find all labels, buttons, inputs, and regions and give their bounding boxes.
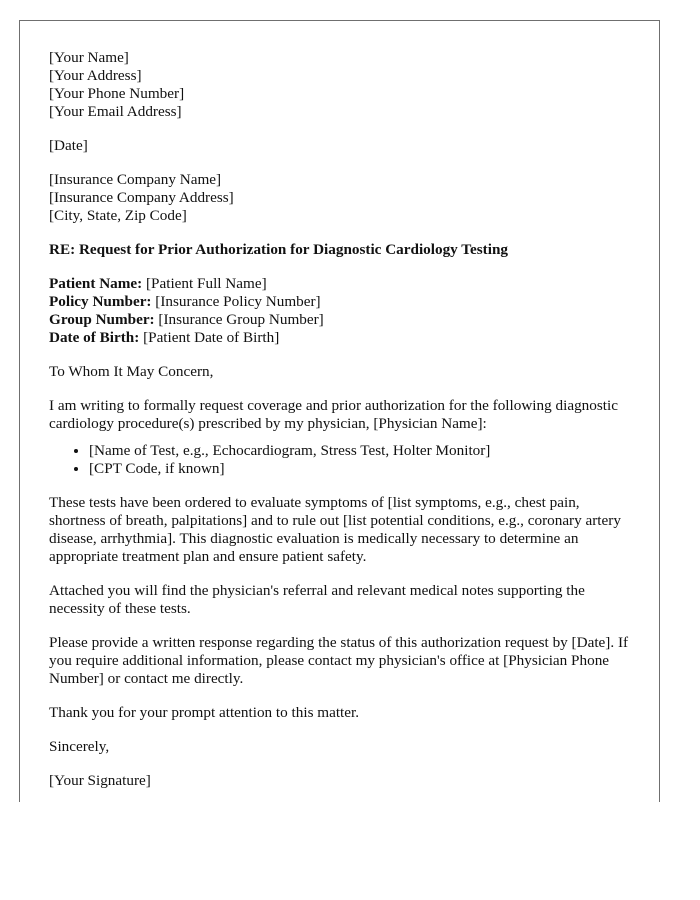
signature: [Your Signature] bbox=[49, 772, 151, 789]
patient-name-value: [Patient Full Name] bbox=[146, 275, 267, 292]
policy-number-row bbox=[49, 293, 635, 311]
recipient-address: [Insurance Company Address] bbox=[49, 189, 234, 206]
closing: Sincerely, bbox=[49, 738, 110, 755]
policy-number-label: Policy Number: bbox=[49, 293, 152, 310]
subject-line: RE: Request for Prior Authorization for Diagnostic Cardiology Testing bbox=[49, 241, 508, 258]
sender-name: [Your Name] bbox=[49, 49, 129, 66]
salutation: To Whom It May Concern, bbox=[49, 363, 214, 380]
test-list bbox=[49, 442, 635, 478]
dob-row bbox=[49, 329, 635, 347]
group-number-value: [Insurance Group Number] bbox=[158, 311, 324, 328]
dob-value: [Patient Date of Birth] bbox=[143, 329, 280, 346]
group-number-label: Group Number: bbox=[49, 311, 155, 328]
test-list-item: • [Name of Test, e.g., Echocardiogram, Stress Test, Holter Monitor] bbox=[89, 442, 635, 460]
sender-address: [Your Address] bbox=[49, 67, 142, 84]
justification-paragraph: These tests have been ordered to evaluate symptoms of [list symptoms, e.g., chest pain, shortness of breath, palpitations] and to rule out [list potential conditions, e.g., coronary artery disease, arrhythmia]. This diagnostic evaluation is medically necessary to determine an appropriate treatment plan and ensure patient safety. bbox=[49, 494, 621, 565]
thanks-paragraph: Thank you for your prompt attention to this matter. bbox=[49, 704, 360, 721]
patient-name-row bbox=[49, 275, 635, 293]
intro-paragraph: I am writing to formally request coverage and prior authorization for the following diagnostic cardiology procedure(s) prescribed by my physician, [Physician Name]: bbox=[49, 397, 618, 432]
sender-phone: [Your Phone Number] bbox=[49, 85, 185, 102]
request-paragraph: Please provide a written response regarding the status of this authorization request by [Date]. If you require additional information, please contact my physician's office at [Physician Phone Number] or contact me directly. bbox=[49, 634, 629, 687]
test-list-item: • [CPT Code, if known] bbox=[89, 460, 635, 478]
dob-label: Date of Birth: bbox=[49, 329, 140, 346]
sender-block bbox=[49, 49, 635, 121]
letter-page bbox=[19, 20, 660, 802]
patient-name-label: Patient Name: bbox=[49, 275, 143, 292]
patient-info-block bbox=[49, 275, 635, 347]
attachments-paragraph: Attached you will find the physician's referral and relevant medical notes supporting the necessity of these tests. bbox=[49, 582, 585, 617]
group-number-row bbox=[49, 311, 635, 329]
recipient-company: [Insurance Company Name] bbox=[49, 171, 222, 188]
letter-content bbox=[49, 49, 635, 802]
sender-email: [Your Email Address] bbox=[49, 103, 182, 120]
recipient-city-state-zip: [City, State, Zip Code] bbox=[49, 207, 187, 224]
recipient-block bbox=[49, 171, 635, 225]
policy-number-value: [Insurance Policy Number] bbox=[155, 293, 321, 310]
date-block bbox=[49, 137, 635, 155]
letter-date: [Date] bbox=[49, 137, 88, 154]
